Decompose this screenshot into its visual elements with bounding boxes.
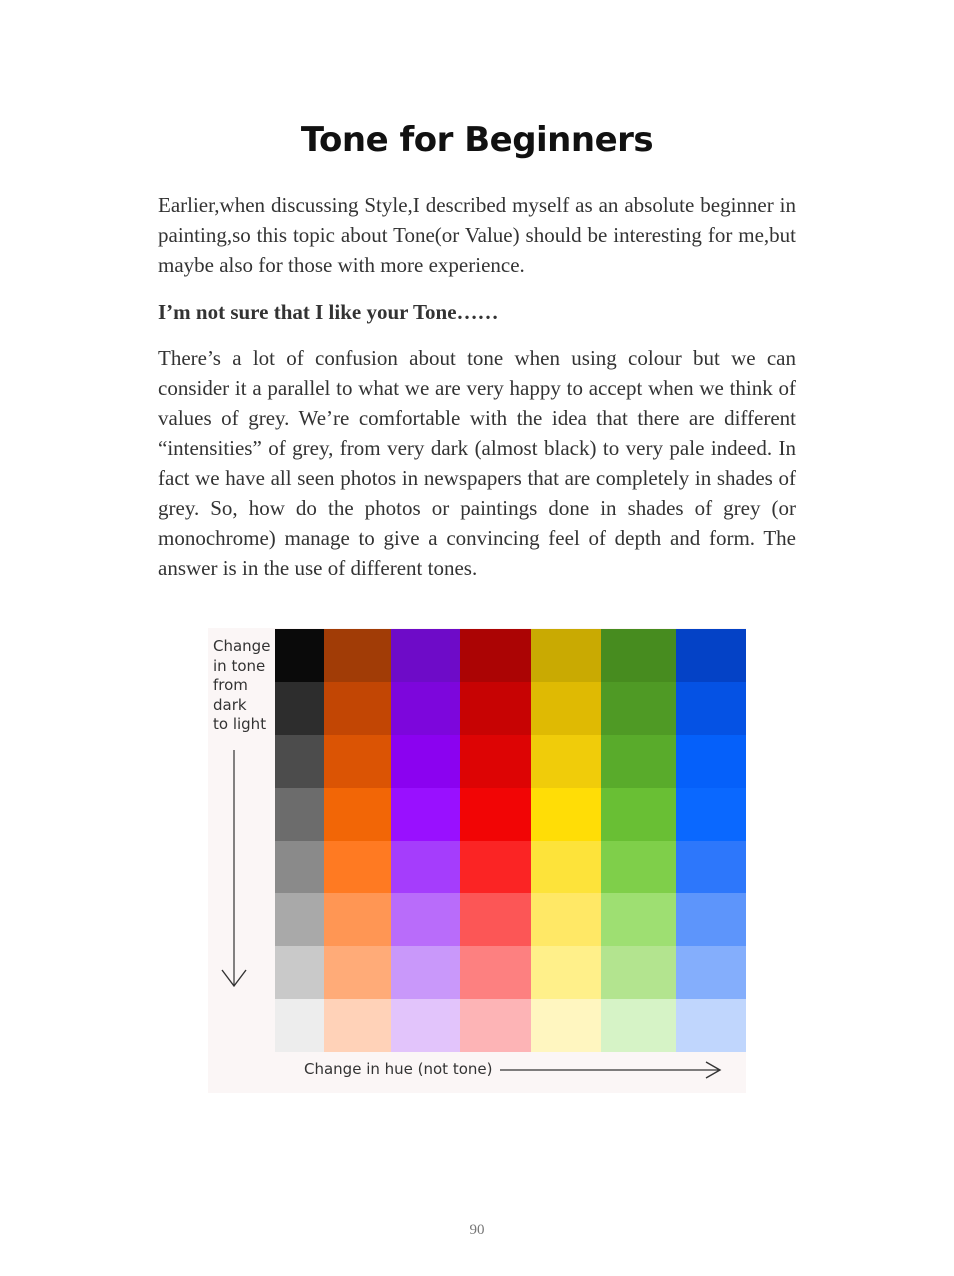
swatch-purple-7 bbox=[391, 946, 460, 999]
swatch-grey-6 bbox=[275, 893, 324, 946]
swatch-green-1 bbox=[601, 629, 676, 682]
swatch-yellow-3 bbox=[531, 735, 601, 788]
tone-axis-label-line: in tone bbox=[213, 656, 266, 675]
swatch-grey-3 bbox=[275, 735, 324, 788]
swatch-orange-4 bbox=[324, 788, 391, 841]
swatch-green-5 bbox=[601, 841, 676, 894]
swatch-grey-4 bbox=[275, 788, 324, 841]
swatch-orange-6 bbox=[324, 893, 391, 946]
swatch-red-6 bbox=[460, 893, 531, 946]
swatch-grey-7 bbox=[275, 946, 324, 999]
swatch-purple-2 bbox=[391, 682, 460, 735]
swatch-blue-1 bbox=[676, 629, 746, 682]
right-arrow-icon bbox=[498, 1060, 724, 1080]
swatch-yellow-4 bbox=[531, 788, 601, 841]
swatch-red-1 bbox=[460, 629, 531, 682]
swatch-purple-4 bbox=[391, 788, 460, 841]
swatch-green-4 bbox=[601, 788, 676, 841]
swatch-grey-2 bbox=[275, 682, 324, 735]
page-title: Tone for Beginners bbox=[300, 120, 654, 160]
swatch-blue-2 bbox=[676, 682, 746, 735]
tone-axis-label-line: from bbox=[213, 676, 248, 694]
swatch-yellow-2 bbox=[531, 682, 601, 735]
swatch-orange-1 bbox=[324, 629, 391, 682]
swatch-orange-2 bbox=[324, 682, 391, 735]
swatch-purple-1 bbox=[391, 629, 460, 682]
swatch-green-6 bbox=[601, 893, 676, 946]
swatch-red-4 bbox=[460, 788, 531, 841]
swatch-grey-1 bbox=[275, 629, 324, 682]
swatch-orange-7 bbox=[324, 946, 391, 999]
swatch-blue-6 bbox=[676, 893, 746, 946]
hue-axis-label: Change in hue (not tone) bbox=[304, 1060, 493, 1078]
down-arrow-icon bbox=[220, 748, 248, 990]
tone-hue-chart bbox=[208, 628, 746, 1093]
swatch-grid bbox=[275, 629, 746, 1052]
swatch-yellow-7 bbox=[531, 946, 601, 999]
swatch-blue-3 bbox=[676, 735, 746, 788]
swatch-purple-8 bbox=[391, 999, 460, 1052]
swatch-yellow-8 bbox=[531, 999, 601, 1052]
swatch-orange-3 bbox=[324, 735, 391, 788]
swatch-orange-5 bbox=[324, 841, 391, 894]
swatch-grey-5 bbox=[275, 841, 324, 894]
swatch-red-5 bbox=[460, 841, 531, 894]
swatch-green-2 bbox=[601, 682, 676, 735]
swatch-purple-6 bbox=[391, 893, 460, 946]
tone-axis-label-line: Change bbox=[213, 637, 271, 655]
swatch-red-7 bbox=[460, 946, 531, 999]
swatch-blue-5 bbox=[676, 841, 746, 894]
swatch-green-8 bbox=[601, 999, 676, 1052]
swatch-blue-4 bbox=[676, 788, 746, 841]
swatch-yellow-1 bbox=[531, 629, 601, 682]
tone-axis-label bbox=[213, 637, 277, 735]
swatch-orange-8 bbox=[324, 999, 391, 1052]
swatch-green-3 bbox=[601, 735, 676, 788]
intro-paragraph: Earlier,when discussing Style,I described myself as an absolute beginner in painting,so this topic about Tone(or Value) should be interesting for me,but maybe also for those with more experience. bbox=[158, 193, 796, 277]
swatch-red-2 bbox=[460, 682, 531, 735]
tone-axis-label-line: to light bbox=[213, 715, 267, 733]
swatch-blue-8 bbox=[676, 999, 746, 1052]
swatch-blue-7 bbox=[676, 946, 746, 999]
swatch-green-7 bbox=[601, 946, 676, 999]
swatch-purple-3 bbox=[391, 735, 460, 788]
swatch-purple-5 bbox=[391, 841, 460, 894]
swatch-red-3 bbox=[460, 735, 531, 788]
tone-axis-label-line: dark bbox=[213, 695, 247, 714]
body-paragraph: There’s a lot of confusion about tone when using colour but we can consider it a parallel to what we are very happy to accept when we think of values of grey. We’re comfortable with the idea that there are different “intensities” of grey, from very dark (almost black) to very pale indeed. In fact we have all seen photos in newspapers that are completely in shades of grey. So, how do the photos or paintings done in shades of grey (or monochrome) manage to give a convincing feel of depth and form. The answer is in the use of different tones. bbox=[158, 346, 796, 580]
swatch-red-8 bbox=[460, 999, 531, 1052]
swatch-yellow-5 bbox=[531, 841, 601, 894]
page-number: 90 bbox=[469, 1222, 485, 1238]
swatch-yellow-6 bbox=[531, 893, 601, 946]
swatch-grey-8 bbox=[275, 999, 324, 1052]
section-subheading: I’m not sure that I like your Tone…… bbox=[158, 300, 499, 324]
